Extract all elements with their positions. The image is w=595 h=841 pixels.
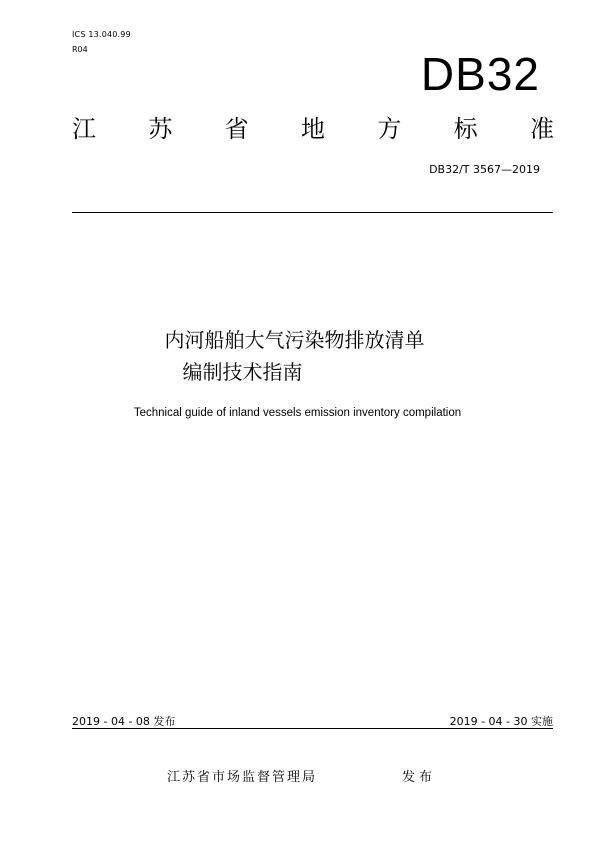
implementation-date: 2019 - 04 - 30 实施 bbox=[449, 715, 553, 728]
standard-number: DB32/T 3567—2019 bbox=[429, 163, 540, 176]
standard-type-char: 准 bbox=[529, 115, 554, 143]
standard-type-char: 地 bbox=[300, 115, 325, 143]
standard-logo: DB32 bbox=[420, 48, 540, 100]
standard-type-char: 苏 bbox=[148, 115, 173, 143]
issuing-authority: 江苏省市场监督管理局 bbox=[167, 770, 318, 785]
standard-type-char: 省 bbox=[224, 115, 249, 143]
classification-code: R04 bbox=[72, 45, 88, 54]
bottom-divider bbox=[72, 728, 553, 729]
issue-date: 2019 - 04 - 08 发布 bbox=[72, 715, 176, 728]
standard-type-heading bbox=[72, 113, 554, 145]
standard-type-char: 标 bbox=[453, 115, 478, 143]
document-title-line-2: 编制技术指南 bbox=[182, 360, 303, 384]
top-divider bbox=[72, 212, 553, 213]
ics-code: ICS 13.040.99 bbox=[72, 30, 131, 39]
issuing-label: 发布 bbox=[402, 770, 437, 785]
document-title-english: Technical guide of inland vessels emission inventory compilation bbox=[133, 407, 462, 419]
standard-type-char: 江 bbox=[72, 115, 96, 143]
document-title-line-1: 内河船舶大气污染物排放清单 bbox=[164, 328, 425, 352]
standard-type-char: 方 bbox=[377, 115, 402, 143]
